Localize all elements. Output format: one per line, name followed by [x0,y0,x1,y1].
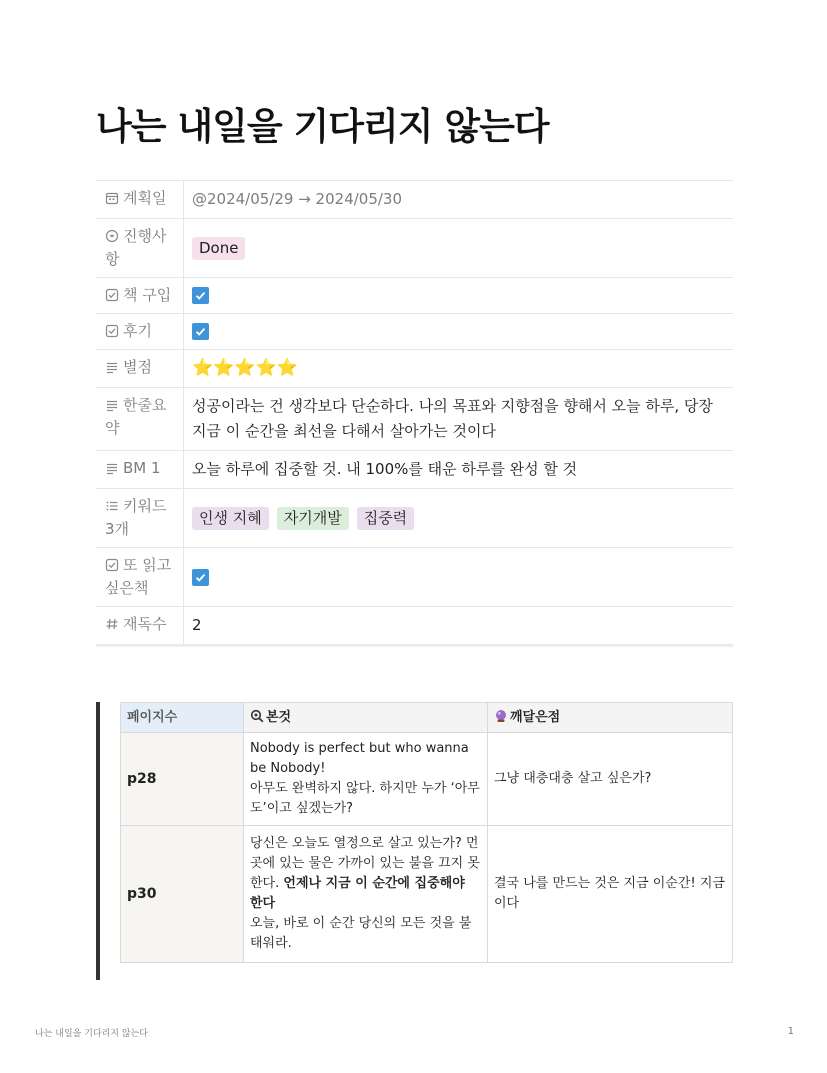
seen-cell[interactable] [244,733,488,826]
seen-line: 오늘, 바로 이 순간 당신의 모든 것을 불태워라. [250,916,472,951]
seen-line: 아무도 완벽하지 않다. 하지만 누가 ‘아무도’이고 싶겠는가? [250,781,480,816]
checked-checkbox[interactable] [192,287,209,304]
property-keywords [96,489,733,548]
property-label[interactable]: 계획일 [96,181,184,218]
bm1-text: 오늘 하루에 집중할 것. 내 100%를 태운 하루를 완성 할 것 [192,460,578,478]
realized-cell[interactable]: 결국 나를 만드는 것은 지금 이순간! 지금이다 [488,826,733,963]
calendar-icon [105,191,119,205]
text-icon [105,398,119,412]
property-status [96,219,733,278]
property-label[interactable]: BM 1 [96,451,184,488]
table-row [121,826,733,963]
status-icon [105,229,119,243]
reread-count-value: 2 [192,616,202,634]
property-reread [96,548,733,607]
property-book-purchase [96,278,733,314]
seen-cell[interactable] [244,826,488,963]
property-value[interactable] [184,489,733,547]
property-label[interactable]: 책 구입 [96,278,184,313]
hash-icon [105,617,119,631]
seen-bold-text: 언제나 지금 이 순간에 집중해야 한다 [250,876,465,911]
properties-table [96,180,733,647]
header-realized[interactable]: 깨달은점 [488,703,733,733]
property-label[interactable]: 후기 [96,314,184,349]
footer-title: 나는 내일을 기다리지 않는다 [35,1029,148,1039]
property-plan-date [96,181,733,219]
checkbox-icon [105,558,119,572]
magnifier-eye-icon [250,709,264,723]
property-value[interactable] [184,181,733,218]
property-value[interactable] [184,350,733,387]
property-rating [96,350,733,388]
seen-line: Nobody is perfect but who wanna be Nobody! [250,741,469,776]
seen-text: 당신은 오늘도 열정으로 살고 있는가? 먼 곳에 있는 물은 가까이 있는 불을 끄지 못한다. [250,836,480,891]
property-review [96,314,733,350]
property-label[interactable]: 재독수 [96,607,184,644]
crystal-ball-icon [494,709,508,723]
property-bm1 [96,451,733,489]
header-page[interactable]: 페이지수 [121,703,244,733]
realized-cell[interactable]: 그냥 대충대충 살고 싶은가? [488,733,733,826]
checkbox-icon [105,324,119,338]
property-value[interactable] [184,607,733,644]
property-summary [96,388,733,451]
property-value[interactable] [184,451,733,488]
property-label[interactable]: 별점 [96,350,184,387]
property-value [184,314,733,349]
property-label[interactable]: 키워드 3개 [96,489,184,547]
keyword-tag: 인생 지혜 [192,507,269,530]
page-cell[interactable]: p28 [121,733,244,826]
checked-checkbox[interactable] [192,569,209,586]
star-rating: ⭐⭐⭐⭐⭐ [192,358,298,378]
table-header-row [121,703,733,733]
keyword-tag: 자기개발 [277,507,349,530]
property-value [184,548,733,606]
quote-block [96,702,737,980]
list-icon [105,499,119,513]
property-value[interactable] [184,219,733,277]
page-number: 1 [787,1026,794,1037]
checkbox-icon [105,288,119,302]
page-title: 나는 내일을 기다리지 않는다 [96,105,549,148]
property-label[interactable]: 한줄요약 [96,388,184,450]
header-seen[interactable]: 본것 [244,703,488,733]
text-icon [105,461,119,475]
table-row [121,733,733,826]
property-label[interactable]: 진행사항 [96,219,184,277]
notes-table [120,702,733,963]
property-value[interactable] [184,388,733,450]
property-label[interactable]: 또 읽고싶은책 [96,548,184,606]
status-badge: Done [192,237,245,260]
keyword-tag: 집중력 [357,507,414,530]
date-range: @2024/05/29 → 2024/05/30 [192,190,403,208]
property-reread-count [96,607,733,645]
summary-text: 성공이라는 건 생각보다 단순하다. 나의 목표와 지향점을 향해서 오늘 하루, 당장 지금 이 순간을 최선을 다해서 살아가는 것이다 [192,397,713,440]
checked-checkbox[interactable] [192,323,209,340]
property-value [184,278,733,313]
page-cell[interactable]: p30 [121,826,244,963]
text-icon [105,360,119,374]
